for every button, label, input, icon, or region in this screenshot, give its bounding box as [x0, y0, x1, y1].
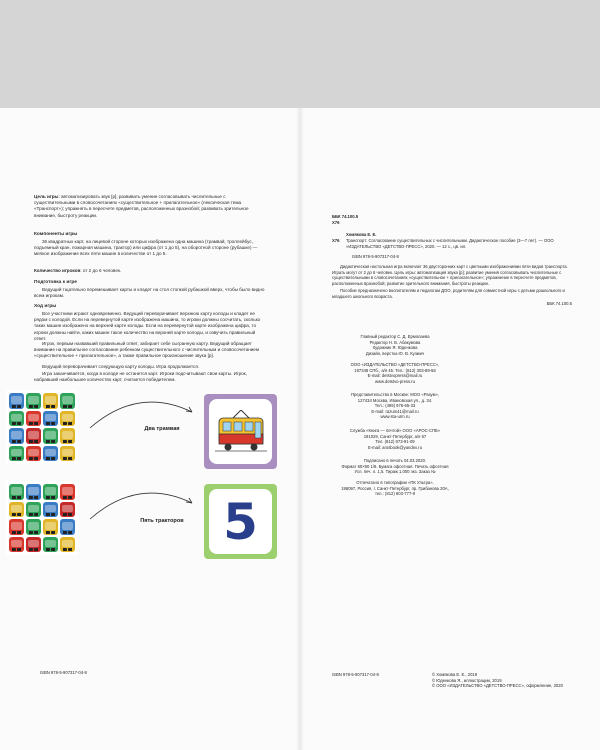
printer-name: Отпечатано в типографии «ПК Ультра»,: [356, 480, 434, 485]
trolleybus-icon: [60, 519, 75, 535]
tractor-icon: [60, 393, 75, 409]
tractor-icon: [9, 446, 24, 462]
crane-icon: [43, 393, 58, 409]
trolleybus-icon: [43, 411, 58, 427]
crane-icon: [9, 502, 24, 518]
publisher-email: E-mail: detstvopress@mail.ru: [367, 373, 423, 379]
credits-block: [330, 334, 460, 356]
print-info-block: [320, 458, 470, 475]
isbn-line: ISBN 978-5-907317-04-8: [352, 254, 399, 259]
components-text: 36 квадратных карт, на лицевой стороне которых изображена одна машина (трамвай, троллейбус, подъемный кран, пожарная машина, трактор) или цифра (от 1 до 5), на оборотной стороне (рубашке) — мелкое изображение всех пяти машин в количестве от 1 до 5.: [34, 239, 258, 257]
trolleybus-icon: [43, 502, 58, 518]
moscow-address: 127434 Москва, Ивановская ул., д. 34.: [357, 397, 433, 403]
fire-truck-icon: [60, 502, 75, 518]
moscow-block: [330, 392, 460, 420]
credit-editor: Редактор Н. В. Абакумова: [369, 339, 421, 345]
tram-icon: [26, 411, 41, 427]
abstract-1: Дидактическая настольная игра включает 36 двусторонних карт с цветными изображениями пяти видов транспорта. Играть могут от 2 до 6 человек. Цель игры: автоматизация звука [р]; развитие умения согласовывать числительные с существительными в словосочетаниях «существительное + прилагательное»; упражнение в пересчете предметов, расположенных вразнобой; развитие зрительного внимания, быстроты реакции.: [332, 264, 568, 286]
bbk-code: ББК 74.100.5: [332, 214, 359, 219]
trolleybus-icon: [9, 393, 24, 409]
course-paragraph-4: Игра заканчивается, когда в колоде не останется карт. Игроки подсчитывают свои карты. Игрок, набравший наибольшее количество карт, считается победителем.: [34, 371, 247, 383]
card-back-example-2: [6, 481, 78, 555]
publisher-block: [330, 362, 460, 384]
printer-block: [320, 480, 470, 497]
prep-heading: Подготовка к игре: [34, 280, 77, 285]
x76-code-top: Х76: [332, 220, 340, 225]
sales-block: [330, 428, 460, 450]
tractor-icon: [9, 484, 24, 500]
digit-five: 5: [223, 492, 258, 551]
crane-icon: [60, 446, 75, 462]
isbn-bottom: ISBN 978-5-907317-04-8: [332, 672, 379, 677]
course-paragraph-1: Все участники играют одновременно. Ведущий переворачивает верхнюю карту колоды и кладет ее рядом с колодой. Если на перевернутой карте изображена машина, то игроки должны сосчитать, сколько таких машин изображено на верхней карте колоды. Если на перевернутой карте изображена цифра, то игроки должны найти, каких машин такое количество на верхней карте колоды, и озвучить правильный ответ.: [34, 311, 261, 341]
fire-truck-icon: [26, 428, 41, 444]
crane-icon: [43, 519, 58, 535]
fire-truck-icon: [26, 537, 41, 553]
tram-icon: [9, 537, 24, 553]
course-heading: Ход игры: [34, 304, 57, 309]
tractor-icon: [43, 537, 58, 553]
tractor-icon: [26, 519, 41, 535]
tram-card: [204, 394, 277, 469]
moscow-office: Представительство в Москве: МОО «Разум»,: [351, 392, 439, 397]
print-signed-date: Подписано в печать 04.03.2020.: [363, 458, 427, 463]
publisher-name: ООО «ИЗДАТЕЛЬСТВО «ДЕТСТВО-ПРЕСС»,: [350, 362, 440, 367]
print-format: Формат 60×90 1/8. Бумага офсетная. Печать офсетная: [341, 463, 449, 469]
moscow-email: E-mail: razum41@mail.ru: [371, 408, 419, 414]
goal-label: Цель игры: [34, 194, 59, 199]
crane-icon: [60, 537, 75, 553]
credit-design: Дизайн, верстка Ю. В. Кузмич: [365, 350, 425, 356]
sales-service: Служба «Книга — почтой» ООО «АРОС-СПБ»: [349, 428, 441, 433]
tram-icon: [9, 519, 24, 535]
isbn-left: ISBN 978-5-907317-04-8: [40, 670, 87, 675]
card-back-example-1: [6, 390, 78, 464]
tram-icon: [26, 446, 41, 462]
page-fold: [296, 108, 304, 750]
printer-address: 198097, Россия, г. Санкт-Петербург, пр. Грибанова 20А,: [341, 485, 449, 491]
copyright-block: [432, 672, 582, 689]
goal-text: : автоматизировать звук [р]; развивать умение согласовывать числительные с существительными в словосочетаниях «существительное + прилагательное» (лексическая тема «Транспорт»); упражнять в пересчете предметов, расположенных вразнобой; развивать зрительное внимание, быстроту реакции.: [34, 194, 249, 218]
publisher-address: 197348 СПб., а/я 45. Тел.: (812) 303-89-58: [354, 367, 436, 373]
goal-paragraph: [34, 194, 268, 219]
trolleybus-icon: [9, 428, 24, 444]
tractor-icon: [26, 393, 41, 409]
copyright-author: © Хомякова Е. Е., 2019: [432, 672, 478, 677]
example-1-label: Два трамвая: [144, 426, 180, 432]
crane-icon: [60, 428, 75, 444]
players-paragraph: [34, 268, 268, 274]
tractor-icon: [43, 484, 58, 500]
copyright-illustrator: © Юденкова Я., иллюстрации, 2019: [432, 677, 502, 683]
x76-label: Х76: [332, 238, 340, 243]
tractor-icon: [43, 428, 58, 444]
sales-phone: Тел. (812) 973-91-09: [375, 439, 415, 445]
printer-phone: тел.: (812) 603-777-9: [374, 491, 416, 497]
credit-editor-in-chief: Главный редактор С. Д. Ермолаева: [360, 334, 430, 339]
players-label: Количество игроков: [34, 268, 81, 273]
trolleybus-icon: [43, 446, 58, 462]
sales-email: E-mail: arosbook@yandex.ru: [367, 444, 423, 450]
moscow-phone: Тел.: (499) 976-65-33: [374, 403, 416, 409]
moscow-website: www.sta-urm.ru: [380, 414, 410, 420]
trolleybus-icon: [26, 484, 41, 500]
publisher-website: www.detstvo-press.ru: [374, 378, 416, 384]
print-run: Усл. печ. л. 1,5. Тираж 1.000 экз. Заказ №: [354, 469, 436, 475]
components-heading: Компоненты игры: [34, 232, 78, 237]
tram-icon: [60, 484, 75, 500]
copyright-publisher: © ООО «ИЗДАТЕЛЬСТВО «ДЕТСТВО-ПРЕСС», оформление, 2020: [432, 683, 563, 689]
book-spread: [0, 108, 600, 750]
sales-address: 191029, Санкт-Петербург, а/я 57: [363, 433, 427, 439]
course-paragraph-3: Ведущий переворачивает следующую карту колоды. Игра продолжается.: [42, 364, 200, 369]
course-paragraph-2: Игрок, первым назвавший правильный ответ, забирает себе сыгранную карту. Ведущий обращает внимание на правильное согласование ребенком существительного с числительным и словосочетанием «существительное + прилагательное», а также правильное произношение звука [р].: [34, 341, 260, 359]
tractor-icon: [9, 411, 24, 427]
digit-card: [204, 484, 277, 559]
arrow-to-digit-card: [88, 483, 196, 523]
bbk-right: ББК 74.100.5: [546, 301, 572, 306]
crane-icon: [60, 411, 75, 427]
author-line: Хомякова Е. Е.: [346, 232, 377, 237]
prep-text: Ведущий тщательно перемешивает карты и кладет на стол стопкой рубашкой вверх, чтобы было видно всем игрокам.: [34, 287, 265, 299]
credit-artist: Художник Я. Юденкова: [372, 345, 418, 351]
tram-icon: [215, 410, 267, 454]
abstract-2: Пособие предназначено воспитателям и педагогам ДОО, родителям для совместной игры с детьми дошкольного и младшего школьного возраста.: [332, 288, 565, 299]
tractor-icon: [26, 502, 41, 518]
title-text: Транспорт: Согласование существительных с числительными. Дидактическое пособие (3—7 лет). — ООО «ИЗДАТЕЛЬСТВО «ДЕТСТВО-ПРЕСС», 2020. — 12 с., цв. ил.: [346, 238, 554, 249]
example-2-label: Пять тракторов: [140, 518, 184, 524]
players-text: : от 2 до 6 человек.: [80, 268, 122, 273]
